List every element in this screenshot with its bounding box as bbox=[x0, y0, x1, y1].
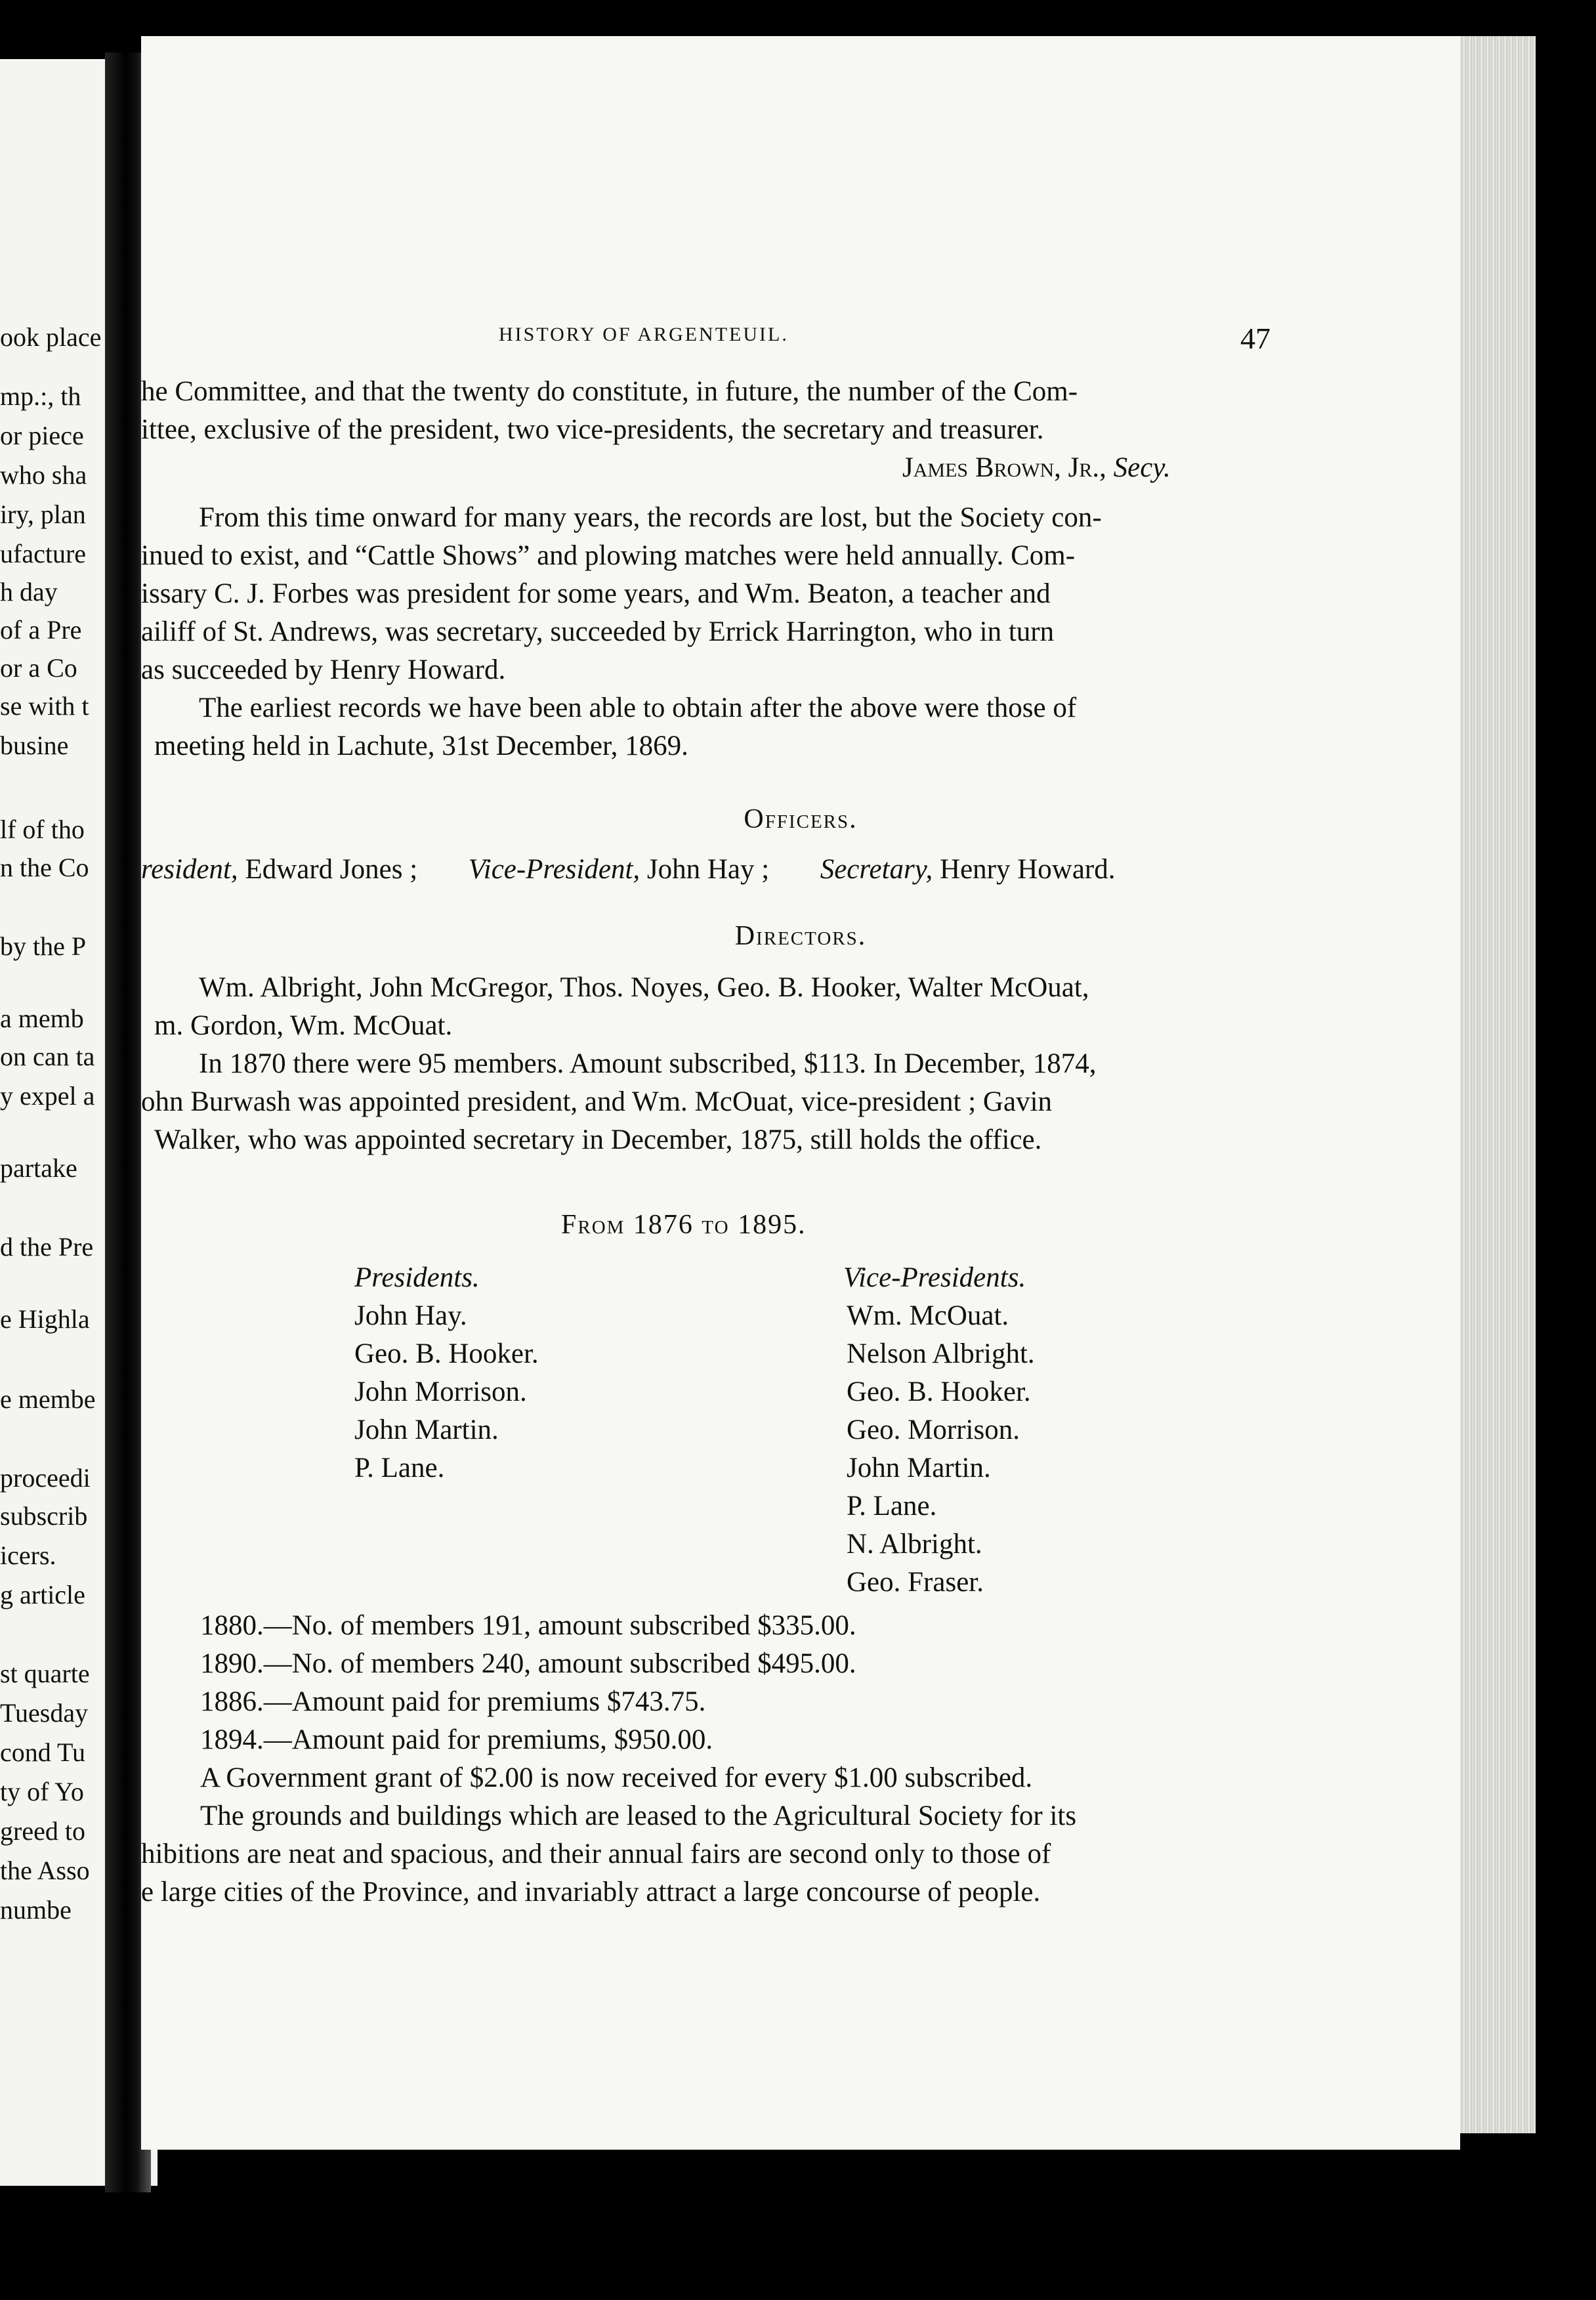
president-entry: John Martin. bbox=[354, 1415, 499, 1445]
directors-heading: Directors. bbox=[734, 921, 867, 951]
facing-page-text-fragment: cond Tu bbox=[0, 1737, 86, 1767]
facing-page-text-fragment: Tuesday bbox=[0, 1698, 89, 1728]
stat-line: 1890.—No. of members 240, amount subscribed $495.00. bbox=[200, 1648, 856, 1679]
text-line: The earliest records we have been able to obtain after the above were those of bbox=[199, 692, 1077, 723]
signature-name: James Brown, Jr., bbox=[902, 452, 1106, 483]
secretary-label: Secretary, bbox=[820, 854, 933, 885]
president-name: Edward Jones ; bbox=[245, 854, 418, 885]
text-line: issary C. J. Forbes was president for some years, and Wm. Beaton, a teacher and bbox=[141, 578, 1051, 609]
facing-page-text-fragment: who sha bbox=[0, 460, 87, 490]
vice-presidents-heading: Vice-Presidents. bbox=[843, 1262, 1026, 1293]
facing-page-text-fragment: subscrib bbox=[0, 1501, 88, 1531]
facing-page-text-fragment: by the P bbox=[0, 931, 87, 961]
facing-page-text-fragment: lf of tho bbox=[0, 815, 85, 844]
facing-page-text-fragment: or piece bbox=[0, 421, 84, 450]
facing-page-text-fragment: ufacture bbox=[0, 539, 87, 568]
text-line: Walker, who was appointed secretary in December, 1875, still holds the office. bbox=[154, 1124, 1042, 1155]
facing-page-text-fragment: se with t bbox=[0, 691, 89, 721]
facing-page-text-fragment: icers. bbox=[0, 1541, 56, 1570]
facing-page-text-fragment: greed to bbox=[0, 1816, 85, 1846]
text-line: he Committee, and that the twenty do constitute, in future, the number of the Com- bbox=[141, 376, 1078, 407]
text-line: ohn Burwash was appointed president, and Wm. McOuat, vice-president ; Gavin bbox=[141, 1086, 1053, 1117]
stat-line: 1894.—Amount paid for premiums, $950.00. bbox=[200, 1724, 713, 1755]
vice-president-entry: John Martin. bbox=[847, 1453, 991, 1483]
presidents-heading: Presidents. bbox=[354, 1262, 480, 1293]
facing-page-text-fragment: ty of Yo bbox=[0, 1777, 84, 1806]
facing-page-text-fragment: e membe bbox=[0, 1384, 96, 1414]
officers-line bbox=[141, 855, 1116, 884]
facing-page-text-fragment: mp.:, th bbox=[0, 381, 81, 411]
text-line: Wm. Albright, John McGregor, Thos. Noyes, Geo. B. Hooker, Walter McOuat, bbox=[199, 972, 1089, 1003]
officers-heading: Officers. bbox=[744, 804, 858, 834]
facing-page-text-fragment: ook place bbox=[0, 322, 102, 352]
facing-page-text-fragment: or a Co bbox=[0, 653, 77, 683]
text-line: hibitions are neat and spacious, and their annual fairs are second only to those of bbox=[141, 1839, 1051, 1869]
facing-page-text-fragment: the Asso bbox=[0, 1856, 90, 1885]
facing-page-text-fragment: n the Co bbox=[0, 853, 89, 882]
text-line: m. Gordon, Wm. McOuat. bbox=[154, 1010, 453, 1041]
text-line: ittee, exclusive of the president, two vice-presidents, the secretary and treasurer. bbox=[141, 414, 1044, 445]
facing-page-text-fragment: numbe bbox=[0, 1895, 72, 1925]
stat-line: 1886.—Amount paid for premiums $743.75. bbox=[200, 1686, 706, 1717]
text-line: e large cities of the Province, and invariably attract a large concourse of people. bbox=[141, 1877, 1041, 1907]
facing-page-text-fragment: st quarte bbox=[0, 1659, 90, 1688]
period-heading: From 1876 to 1895. bbox=[561, 1210, 807, 1240]
text-line: The grounds and buildings which are leased to the Agricultural Society for its bbox=[200, 1800, 1077, 1831]
facing-page-text-fragment: e Highla bbox=[0, 1304, 90, 1334]
facing-page-text-fragment: partake bbox=[0, 1153, 77, 1183]
stat-line: 1880.—No. of members 191, amount subscribed $335.00. bbox=[200, 1610, 856, 1641]
facing-page-text-fragment: of a Pre bbox=[0, 615, 82, 645]
signature-title: Secy. bbox=[1113, 452, 1171, 483]
vice-president-entry: N. Albright. bbox=[847, 1529, 982, 1560]
vice-president-entry: P. Lane. bbox=[847, 1491, 937, 1522]
facing-page-text-fragment: iry, plan bbox=[0, 500, 86, 529]
text-line: From this time onward for many years, the records are lost, but the Society con- bbox=[199, 502, 1102, 533]
facing-page-text-fragment: y expel a bbox=[0, 1081, 95, 1111]
facing-page-text-fragment: h day bbox=[0, 577, 58, 607]
text-line: ailiff of St. Andrews, was secretary, succeeded by Errick Harrington, who in turn bbox=[141, 616, 1055, 647]
vice-president-entry: Geo. Fraser. bbox=[847, 1567, 984, 1598]
president-label: resident, bbox=[141, 854, 238, 885]
vice-president-entry: Wm. McOuat. bbox=[847, 1300, 1009, 1331]
page-edges bbox=[1460, 36, 1536, 2133]
page-number: 47 bbox=[1240, 322, 1270, 355]
facing-page-text-fragment: proceedi bbox=[0, 1463, 91, 1493]
vice-president-entry: Geo. B. Hooker. bbox=[847, 1376, 1031, 1407]
vice-president-entry: Nelson Albright. bbox=[847, 1338, 1035, 1369]
president-entry: P. Lane. bbox=[354, 1453, 445, 1483]
president-entry: Geo. B. Hooker. bbox=[354, 1338, 539, 1369]
signature bbox=[902, 454, 1171, 482]
book-page bbox=[141, 36, 1460, 2150]
president-entry: John Morrison. bbox=[354, 1376, 527, 1407]
vice-president-label: Vice-President, bbox=[468, 854, 640, 885]
text-line: as succeeded by Henry Howard. bbox=[141, 654, 506, 685]
facing-page-text-fragment: a memb bbox=[0, 1004, 84, 1033]
text-line: meeting held in Lachute, 31st December, 1869. bbox=[154, 731, 688, 761]
president-entry: John Hay. bbox=[354, 1300, 467, 1331]
facing-page-text-fragment: g article bbox=[0, 1580, 85, 1609]
stat-line: A Government grant of $2.00 is now received for every $1.00 subscribed. bbox=[200, 1762, 1033, 1793]
text-line: In 1870 there were 95 members. Amount subscribed, $113. In December, 1874, bbox=[199, 1048, 1097, 1079]
running-title: HISTORY OF ARGENTEUIL. bbox=[499, 324, 789, 345]
facing-page-text-fragment: d the Pre bbox=[0, 1232, 94, 1262]
vice-president-entry: Geo. Morrison. bbox=[847, 1415, 1020, 1445]
facing-page-text-fragment: busine bbox=[0, 731, 69, 760]
secretary-name: Henry Howard. bbox=[940, 854, 1116, 885]
vice-president-name: John Hay ; bbox=[646, 854, 770, 885]
text-line: inued to exist, and “Cattle Shows” and plowing matches were held annually. Com- bbox=[141, 540, 1076, 571]
facing-page-text-fragment: on can ta bbox=[0, 1042, 95, 1071]
